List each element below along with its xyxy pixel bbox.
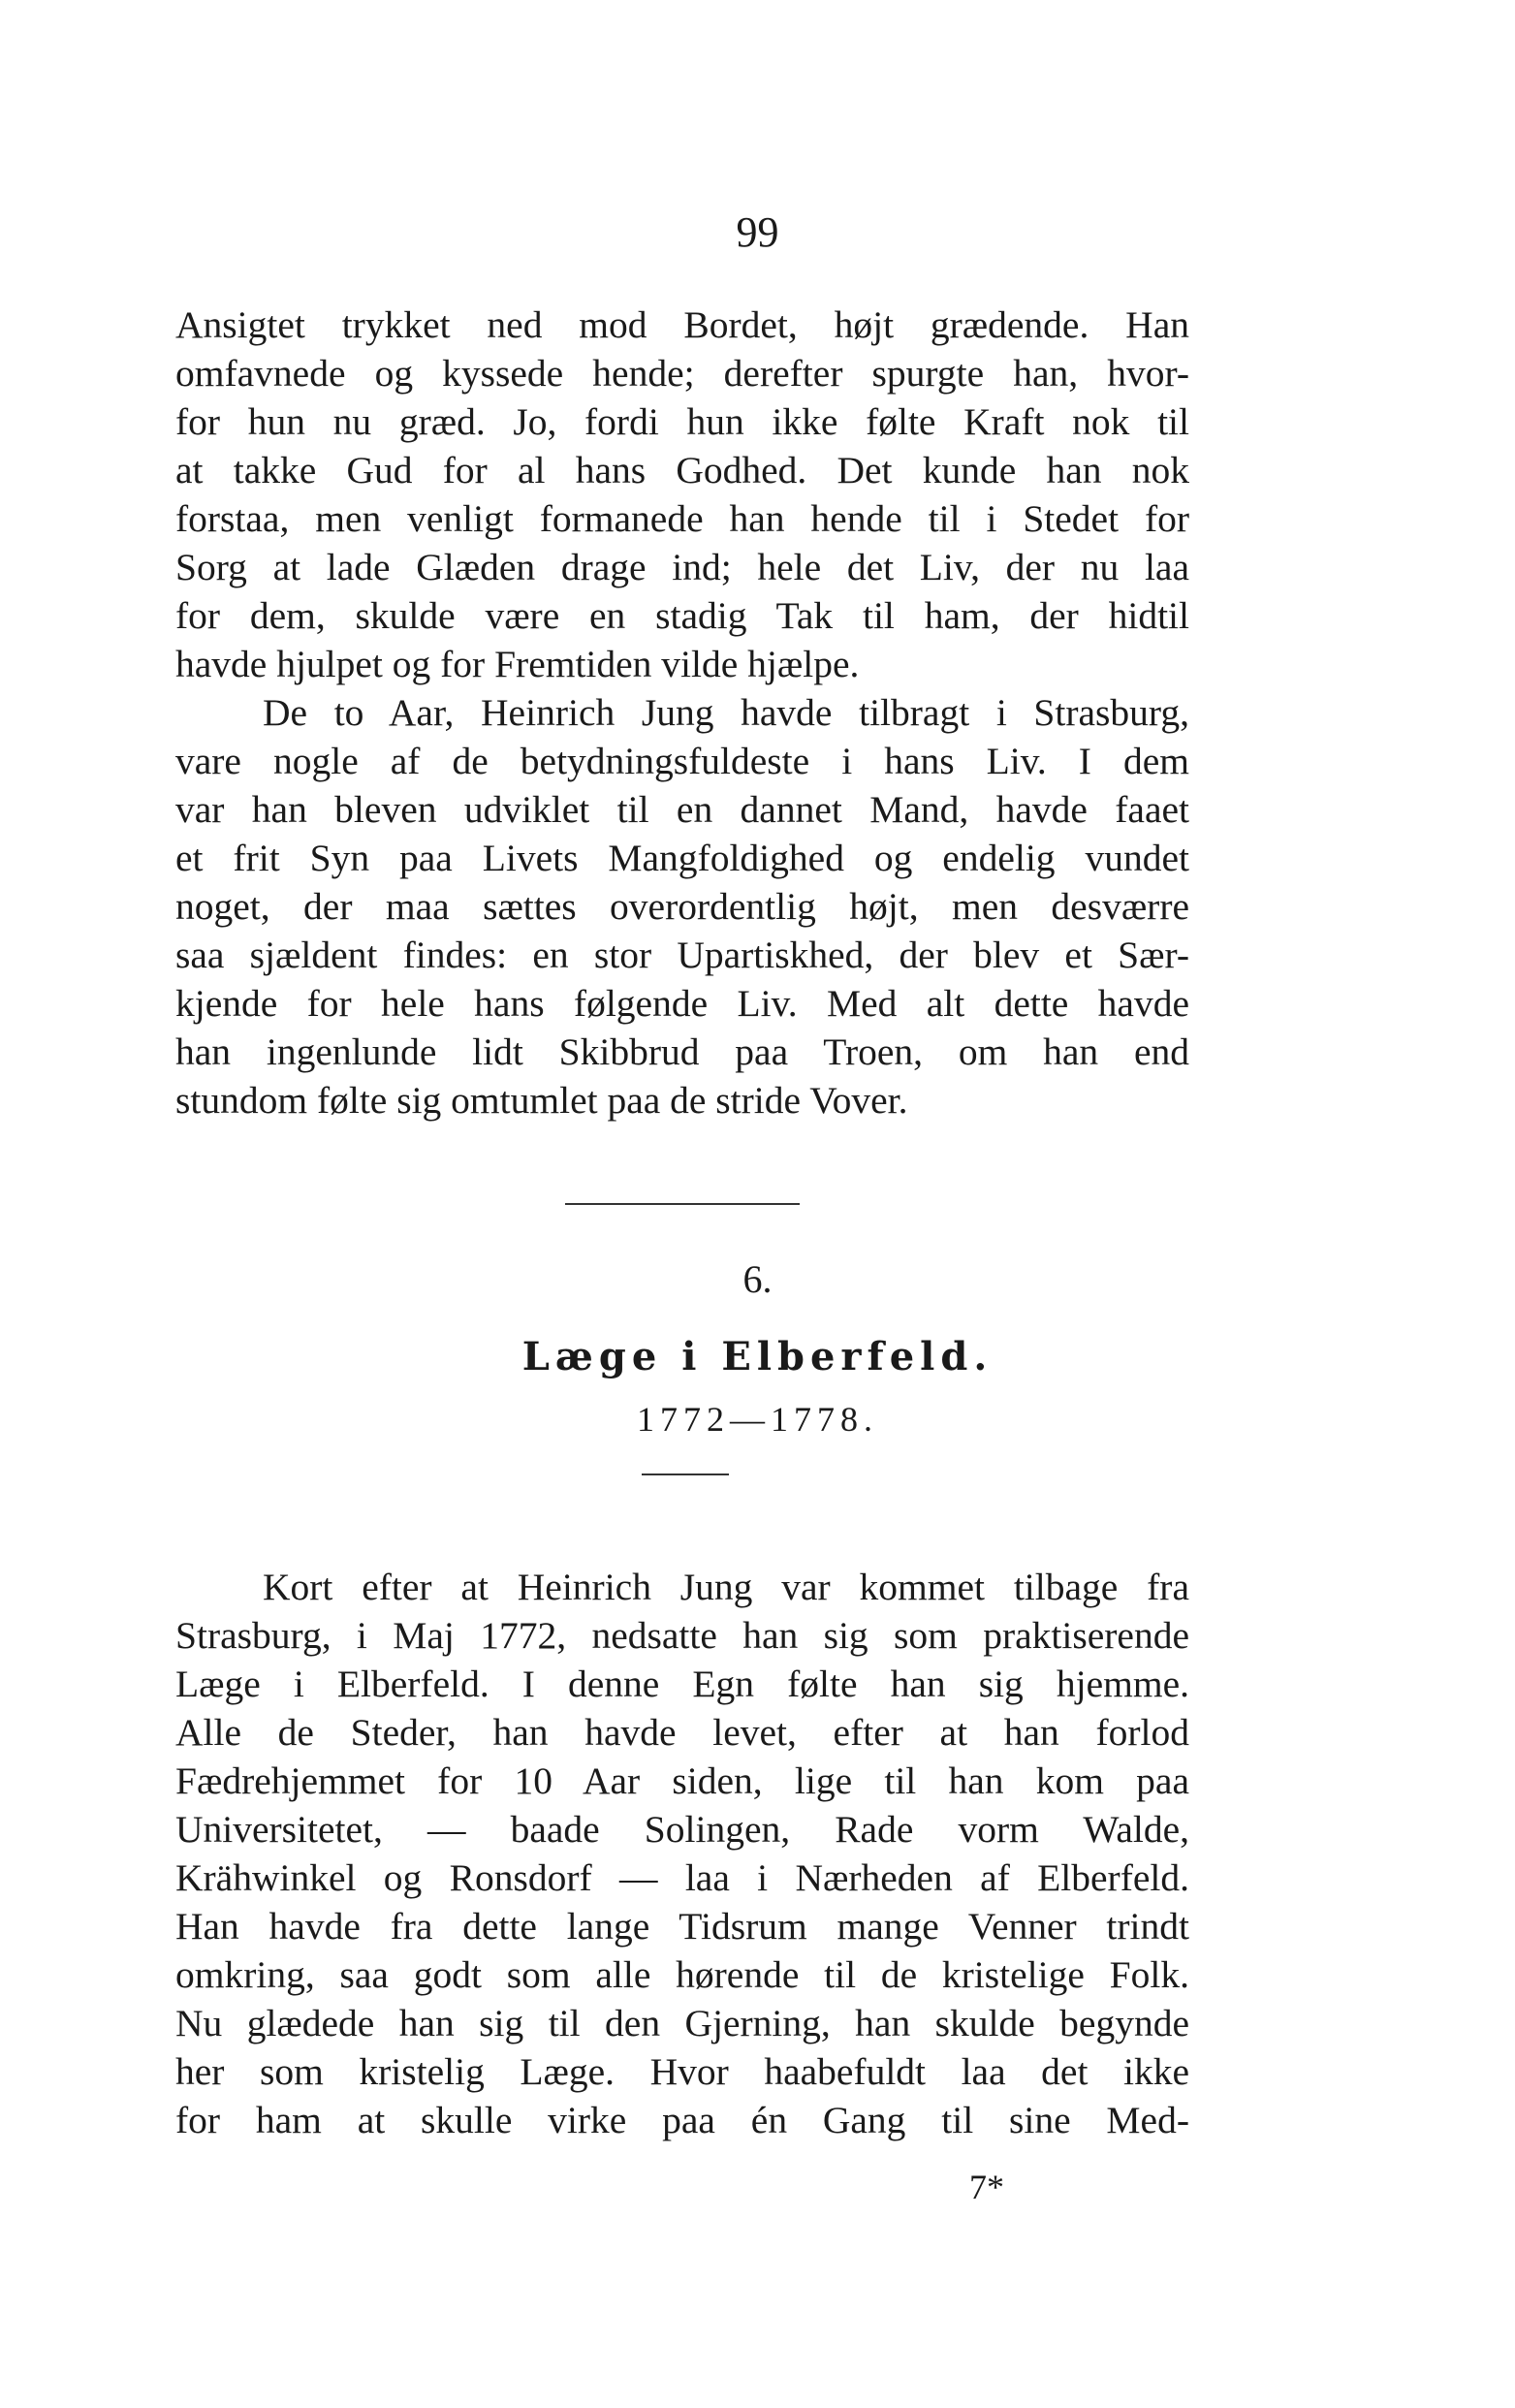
text-line: saa sjældent findes: en stor Upartiskhed, der blev et Sær-: [175, 934, 1189, 976]
text-line: omkring, saa godt som alle hørende til de kristelige Folk.: [175, 1953, 1189, 1996]
text-line: Fædrehjemmet for 10 Aar siden, lige til han kom paa: [175, 1759, 1189, 1802]
text-line: De to Aar, Heinrich Jung havde tilbragt i Strasburg,: [263, 691, 1189, 734]
text-line: for ham at skulle virke paa én Gang til sine Med-: [175, 2099, 1189, 2141]
text-line: Sorg at lade Glæden drage ind; hele det Liv, der nu laa: [175, 546, 1189, 588]
text-line: stundom følte sig omtumlet paa de stride Vover.: [175, 1079, 908, 1122]
text-line: noget, der maa sættes overordentlig højt, men desværre: [175, 885, 1189, 928]
text-line: Krähwinkel og Ronsdorf — laa i Nærheden af Elberfeld.: [175, 1856, 1189, 1899]
text-line: Alle de Steder, han havde levet, efter at han forlod: [175, 1711, 1189, 1754]
text-line: forstaa, men venligt formanede han hende til i Stedet for: [175, 497, 1189, 540]
text-line: her som kristelig Læge. Hvor haabefuldt laa det ikke: [175, 2050, 1189, 2093]
text-line: et frit Syn paa Livets Mangfoldighed og endelig vundet: [175, 837, 1189, 879]
text-line: havde hjulpet og for Fremtiden vilde hjælpe.: [175, 643, 860, 685]
chapter-years: 1772—1778.: [637, 1400, 878, 1439]
text-section-1: [175, 301, 1189, 1125]
page-number: 99: [736, 208, 779, 256]
text-line: kjende for hele hans følgende Liv. Med alt dette havde: [175, 982, 1189, 1025]
text-line: for hun nu græd. Jo, fordi hun ikke følte Kraft nok til: [175, 400, 1189, 443]
chapter-number: 6.: [742, 1257, 773, 1301]
text-line: Kort efter at Heinrich Jung var kommet tilbage fra: [263, 1566, 1189, 1608]
text-line: omfavnede og kyssede hende; derefter spurgte han, hvor-: [175, 352, 1189, 395]
text-line: Ansigtet trykket ned mod Bordet, højt grædende. Han: [175, 303, 1189, 346]
text-section-2: [175, 1563, 1189, 2144]
text-line: Universitetet, — baade Solingen, Rade vorm Walde,: [175, 1808, 1189, 1851]
chapter-title: Læge i Elberfeld.: [521, 1334, 994, 1379]
printer-signature-mark: 7*: [969, 2168, 1004, 2206]
text-line: han ingenlunde lidt Skibbrud paa Troen, om han end: [175, 1030, 1189, 1073]
text-line: at takke Gud for al hans Godhed. Det kunde han nok: [175, 449, 1189, 491]
text-line: Strasburg, i Maj 1772, nedsatte han sig som praktiserende: [175, 1614, 1189, 1657]
text-line: vare nogle af de betydningsfuldeste i hans Liv. I dem: [175, 740, 1189, 782]
text-line: Nu glædede han sig til den Gjerning, han skulde begynde: [175, 2002, 1189, 2044]
text-line: for dem, skulde være en stadig Tak til ham, der hidtil: [175, 594, 1189, 637]
text-line: Læge i Elberfeld. I denne Egn følte han sig hjemme.: [175, 1663, 1189, 1705]
text-line: Han havde fra dette lange Tidsrum mange Venner trindt: [175, 1905, 1189, 1948]
title-divider: [642, 1473, 729, 1475]
section-divider: [565, 1203, 800, 1205]
text-line: var han bleven udviklet til en dannet Mand, havde faaet: [175, 788, 1189, 831]
